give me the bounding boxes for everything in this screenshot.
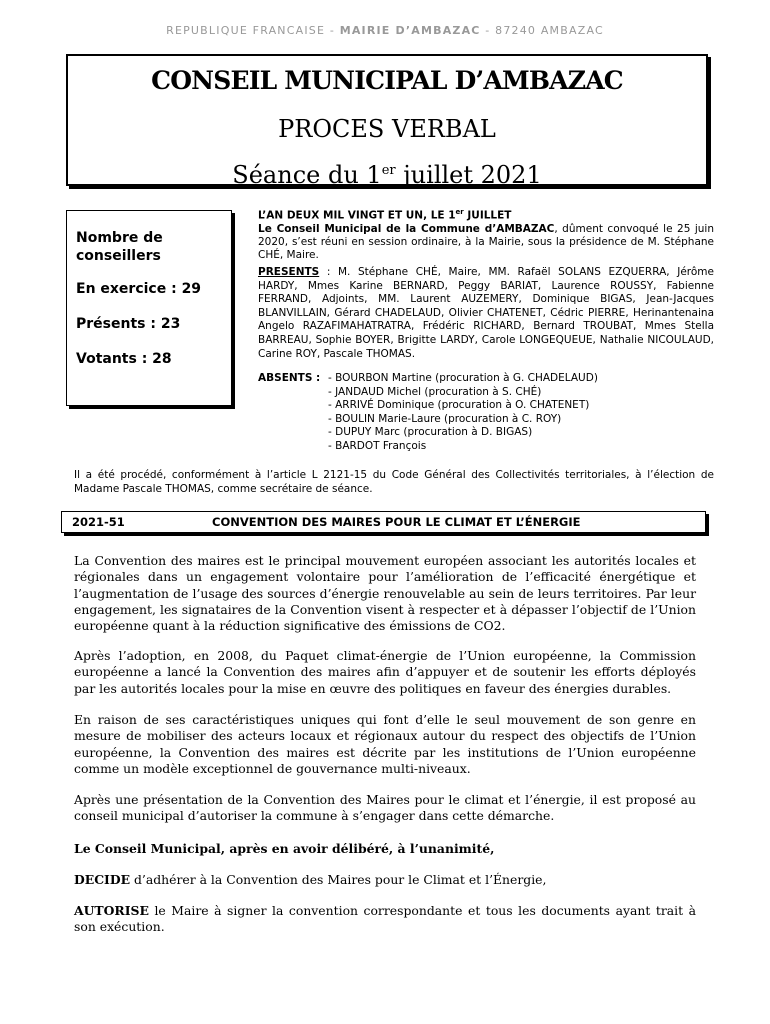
letterhead-suffix: - 87240 AMBAZAC	[480, 24, 604, 37]
presents-list: : M. Stéphane CHÉ, Maire, MM. Rafaël SOLANS EZQUERRA, Jérôme HARDY, Mmes Karine BERNARD, Peggy BARIAT, Laurence ROUSSY, Fabienne FERRAND, Adjoints, MM. Laurent AUZEMERY, Dominique BIGAS, Jean-Jacques BLANVILLAIN, Gérard CHADELAUD, Olivier CHATENET, Cédric PIERRE, Herinantenaina Angelo RAZAFIMAHATRATRA, Frédéric RICHARD, Bernard TROUBAT, Mmes Stella BARREAU, Sophie BOYER, Brigitte LARDY, Carole LONGEQUEUE, Nathalie NICOULAUD, Carine ROY, Pascale THOMAS.	[258, 266, 714, 360]
paragraph-1: La Convention des maires est le principal mouvement européen associant les autorités locales et régionales dans un engagement volontaire pour l’amélioration de l’efficacité énergétique et l’augmentation de l’usage des sources d’énergie renouvelable au sein de leurs territoires. Par leur engagement, les signataires de la Convention visent à respecter et à dépasser l’objectif de l’Union européenne quant à la réduction significative des émissions de CO2.	[74, 553, 696, 634]
title-box	[66, 54, 708, 189]
deliberation-title: CONVENTION DES MAIRES POUR LE CLIMAT ET L’ÉNERGIE	[212, 515, 581, 529]
intro-text	[258, 223, 714, 262]
presents-label: PRESENTS	[258, 266, 320, 278]
intro-heading	[258, 206, 714, 223]
decide-paragraph	[74, 872, 696, 888]
paragraph-3: En raison de ses caractéristiques uniques qui font d’elle le seul mouvement de son genre en mesure de mobiliser des acteurs locaux et régionaux autour du respect des objectifs de l’Union européenne, la Convention des maires est décrite par les institutions de l’Union européenne comme un modèle exceptionnel de gouvernance multi-niveaux.	[74, 712, 696, 776]
absent-item: - JANDAUD Michel (procuration à S. CHÉ)	[328, 385, 542, 398]
deliberation-number: 2021-51	[72, 515, 125, 529]
proces-verbal-title: PROCES VERBAL	[278, 115, 496, 143]
letterhead-mairie: MAIRIE D’AMBAZAC	[339, 24, 481, 37]
counts-box	[66, 210, 232, 406]
absent-item: - ARRIVÉ Dominique (procuration à O. CHATENET)	[328, 399, 590, 412]
count-en-exercice: En exercice : 29	[76, 281, 202, 297]
letterhead-prefix: REPUBLIQUE FRANCAISE -	[166, 24, 340, 37]
autorise-text: le Maire à signer la convention correspondante et tous les documents ayant trait à son exécution.	[74, 903, 696, 935]
intro-heading-pre: L’AN DEUX MIL VINGT ET UN, LE 1	[258, 209, 456, 222]
presents-block	[258, 266, 714, 361]
absent-item: - BOULIN Marie-Laure (procuration à C. ROY)	[328, 412, 562, 425]
session-date	[68, 161, 706, 189]
deliberation-header	[61, 511, 706, 533]
deliberation-statement: Le Conseil Municipal, après en avoir délibéré, à l’unanimité,	[74, 841, 495, 856]
letterhead	[0, 24, 770, 37]
session-date-sup: er	[381, 163, 396, 178]
absents-list	[328, 372, 598, 454]
session-date-post: juillet 2021	[395, 161, 542, 189]
paragraph-4: Après une présentation de la Convention des Maires pour le climat et l’énergie, il est proposé au conseil municipal d’autoriser la commune à s’engager dans cette démarche.	[74, 792, 696, 824]
autorise-paragraph	[74, 903, 696, 936]
decide-text: d’adhérer à la Convention des Maires pour le Climat et l’Énergie,	[130, 872, 547, 887]
session-intro	[258, 206, 714, 262]
absent-item: - BARDOT François	[328, 439, 427, 452]
absent-item: - DUPUY Marc (procuration à D. BIGAS)	[328, 426, 533, 439]
count-presents: Présents : 23	[76, 316, 181, 332]
absents-label: ABSENTS :	[258, 372, 321, 384]
session-date-pre: Séance du 1	[232, 161, 382, 189]
count-votants: Votants : 28	[76, 351, 172, 367]
intro-heading-post: JUILLET	[463, 209, 512, 222]
intro-heading-sup: er	[455, 208, 464, 216]
paragraph-2: Après l’adoption, en 2008, du Paquet climat-énergie de l’Union européenne, la Commission européenne a lancé la Convention des maires afin d’appuyer et de soutenir les efforts déployés par les autorités locales pour la mise en œuvre des politiques en faveur des énergies durables.	[74, 648, 696, 696]
autorise-label: AUTORISE	[74, 903, 149, 918]
council-title: CONSEIL MUNICIPAL D’AMBAZAC	[151, 66, 623, 95]
decide-label: DECIDE	[74, 872, 131, 887]
intro-body: , dûment convoqué le 25 juin 2020, s’est réuni en session ordinaire, à la Mairie, sous la présidence de M. Stéphane CHÉ, Maire.	[258, 222, 714, 261]
counts-label: Nombre de conseillers	[76, 230, 163, 264]
absent-item: - BOURBON Martine (procuration à G. CHADELAUD)	[328, 372, 598, 384]
intro-conseil: Le Conseil Municipal de la Commune d’AMBAZAC	[258, 222, 555, 235]
secretary-election: Il a été procédé, conformément à l’article L 2121-15 du Code Général des Collectivités territoriales, à l’élection de Madame Pascale THOMAS, comme secrétaire de séance.	[74, 469, 714, 495]
